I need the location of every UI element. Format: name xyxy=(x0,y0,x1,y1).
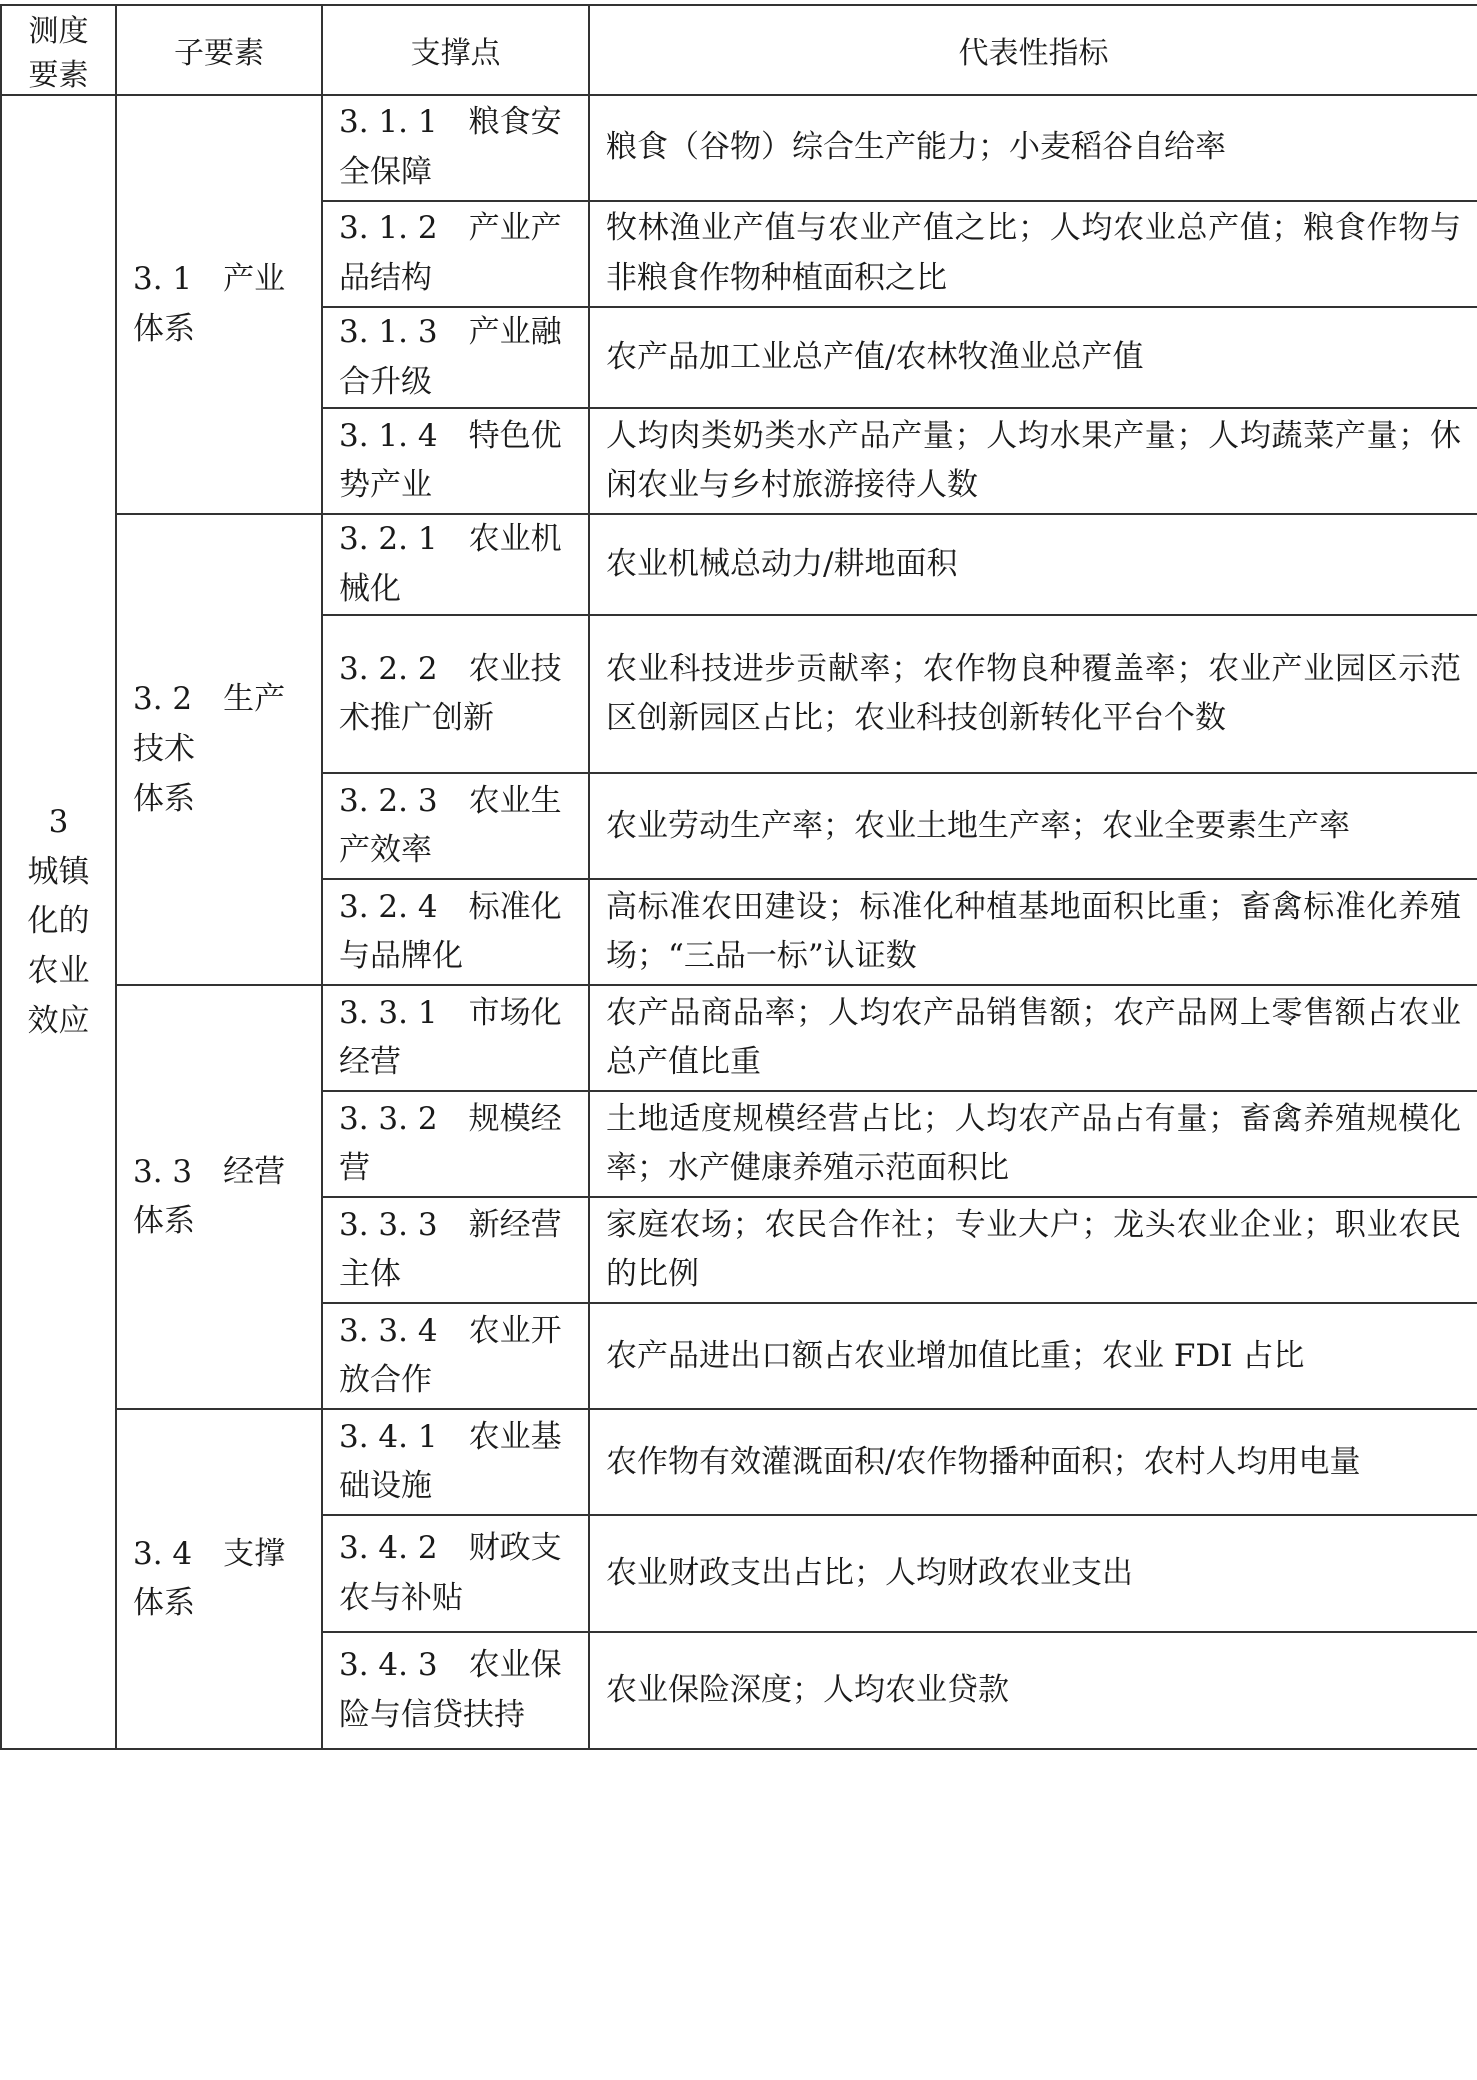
support-point-cell: 3. 2. 1 农业机械化 xyxy=(322,514,589,615)
support-point-cell: 3. 3. 4 农业开放合作 xyxy=(322,1303,589,1409)
support-point-cell: 3. 1. 4 特色优势产业 xyxy=(322,408,589,514)
header-indicator: 代表性指标 xyxy=(589,5,1477,95)
measure-element-cell: 3 城镇 化的 农业 效应 xyxy=(1,95,116,1749)
sub-element-cell: 3. 2 生产技术 体系 xyxy=(116,514,322,985)
support-point-cell: 3. 1. 1 粮食安全保障 xyxy=(322,95,589,201)
indicator-cell: 农业保险深度；人均农业贷款 xyxy=(589,1632,1477,1749)
support-point-cell: 3. 3. 2 规模经营 xyxy=(322,1091,589,1197)
sub-element-cell: 3. 3 经营体系 xyxy=(116,985,322,1409)
header-element: 测度要素 xyxy=(1,5,116,95)
sub-element-cell: 3. 4 支撑体系 xyxy=(116,1409,322,1749)
table-row xyxy=(1,985,1477,1091)
support-point-cell: 3. 2. 3 农业生产效率 xyxy=(322,773,589,879)
sub-element-cell: 3. 1 产业体系 xyxy=(116,95,322,514)
table-row xyxy=(1,514,1477,615)
support-point-cell: 3. 3. 1 市场化经营 xyxy=(322,985,589,1091)
indicator-cell: 牧林渔业产值与农业产值之比；人均农业总产值；粮食作物与非粮食作物种植面积之比 xyxy=(589,201,1477,307)
indicator-cell: 农产品商品率；人均农产品销售额；农产品网上零售额占农业总产值比重 xyxy=(589,985,1477,1091)
support-point-cell: 3. 3. 3 新经营主体 xyxy=(322,1197,589,1303)
table-row xyxy=(1,95,1477,201)
indicator-cell: 土地适度规模经营占比；人均农产品占有量；畜禽养殖规模化率；水产健康养殖示范面积比 xyxy=(589,1091,1477,1197)
support-point-cell: 3. 4. 1 农业基础设施 xyxy=(322,1409,589,1515)
support-point-cell: 3. 1. 3 产业融合升级 xyxy=(322,307,589,408)
support-point-cell: 3. 1. 2 产业产品结构 xyxy=(322,201,589,307)
indicator-cell: 高标准农田建设；标准化种植基地面积比重；畜禽标准化养殖场；“三品一标”认证数 xyxy=(589,879,1477,985)
indicator-cell: 农业财政支出占比；人均财政农业支出 xyxy=(589,1515,1477,1632)
indicator-cell: 家庭农场；农民合作社；专业大户；龙头农业企业；职业农民的比例 xyxy=(589,1197,1477,1303)
support-point-cell: 3. 2. 2 农业技术推广创新 xyxy=(322,615,589,773)
indicator-cell: 农业机械总动力/耕地面积 xyxy=(589,514,1477,615)
table-row xyxy=(1,1409,1477,1515)
header-sub-element: 子要素 xyxy=(116,5,322,95)
indicator-cell: 农业劳动生产率；农业土地生产率；农业全要素生产率 xyxy=(589,773,1477,879)
indicator-cell: 人均肉类奶类水产品产量；人均水果产量；人均蔬菜产量；休闲农业与乡村旅游接待人数 xyxy=(589,408,1477,514)
indicator-cell: 农作物有效灌溉面积/农作物播种面积；农村人均用电量 xyxy=(589,1409,1477,1515)
support-point-cell: 3. 2. 4 标准化与品牌化 xyxy=(322,879,589,985)
support-point-cell: 3. 4. 2 财政支农与补贴 xyxy=(322,1515,589,1632)
indicator-cell: 农业科技进步贡献率；农作物良种覆盖率；农业产业园区示范区创新园区占比；农业科技创新转化平台个数 xyxy=(589,615,1477,773)
indicator-cell: 农产品加工业总产值/农林牧渔业总产值 xyxy=(589,307,1477,408)
support-point-cell: 3. 4. 3 农业保险与信贷扶持 xyxy=(322,1632,589,1749)
indicator-table xyxy=(0,4,1477,1750)
indicator-cell: 粮食（谷物）综合生产能力；小麦稻谷自给率 xyxy=(589,95,1477,201)
indicator-cell: 农产品进出口额占农业增加值比重；农业 FDI 占比 xyxy=(589,1303,1477,1409)
header-row xyxy=(1,5,1477,95)
header-support-point: 支撑点 xyxy=(322,5,589,95)
